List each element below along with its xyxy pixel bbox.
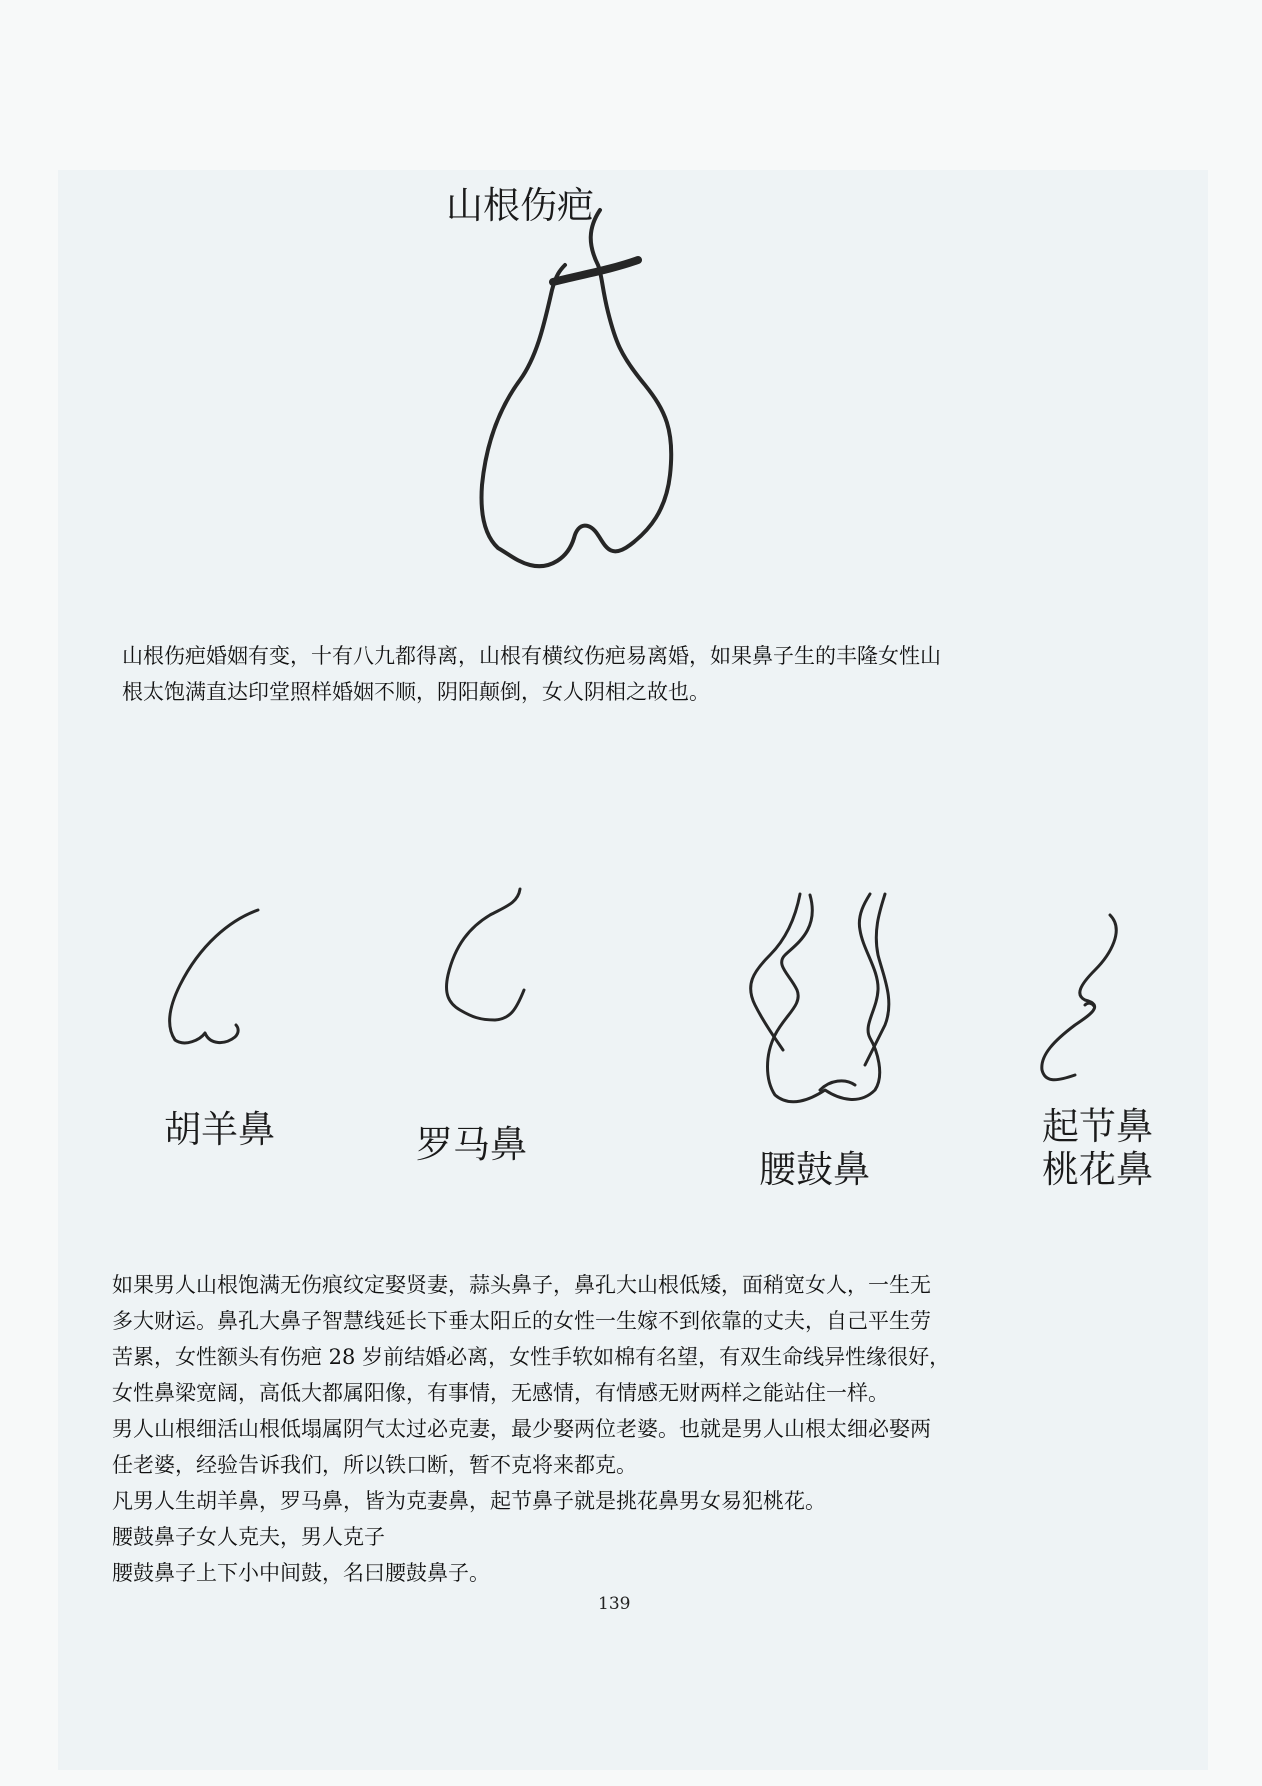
nose-scar-drawing [470, 200, 710, 600]
text-line: 女性鼻梁宽阔，高低大都属阳像，有事情，无感情，有情感无财两样之能站住一样。 [112, 1381, 889, 1405]
luo-ma-nose-drawing [430, 885, 540, 1035]
text-line: 凡男人生胡羊鼻，罗马鼻，皆为克妻鼻，起节鼻子就是挑花鼻男女易犯桃花。 [112, 1489, 826, 1513]
nose-name-hu-yang: 胡羊鼻 [164, 1108, 275, 1151]
text-line: 如果男人山根饱满无伤痕纹定娶贤妻，蒜头鼻子，鼻孔大山根低矮，面稍宽女人，一生无 [112, 1273, 931, 1297]
yao-gu-nose-drawing [735, 890, 900, 1115]
text-line: 腰鼓鼻子上下小中间鼓，名曰腰鼓鼻子。 [112, 1561, 490, 1585]
nose-name-qi-jie: 起节鼻 [1042, 1105, 1153, 1148]
text-line: 腰鼓鼻子女人克夫，男人克子 [112, 1525, 385, 1549]
text-line: 苦累，女性额头有伤疤 28 岁前结婚必离，女性手软如棉有名望，有双生命线异性缘很好， [112, 1345, 951, 1369]
text-line: 根太饱满直达印堂照样婚姻不顺，阴阳颠倒，女人阴相之故也。 [122, 680, 710, 704]
nose-name-tao-hua: 桃花鼻 [1042, 1148, 1153, 1191]
nose-outline [482, 210, 672, 566]
figure-title: 山根伤疤 [446, 184, 594, 227]
text-line: 任老婆，经验告诉我们，所以铁口断，暂不克将来都克。 [112, 1453, 637, 1477]
page-number: 139 [598, 1594, 631, 1614]
nose-name-luo-ma: 罗马鼻 [416, 1123, 527, 1166]
hu-yang-nose-drawing [160, 905, 280, 1055]
paragraph-scar [122, 638, 1092, 710]
qi-jie-nose-drawing [1030, 910, 1150, 1090]
text-line: 男人山根细活山根低塌属阴气太过必克妻，最少娶两位老婆。也就是男人山根太细必娶两 [112, 1417, 931, 1441]
text-line: 多大财运。鼻孔大鼻子智慧线延长下垂太阳丘的女性一生嫁不到依靠的丈夫，自己平生劳 [112, 1309, 931, 1333]
nose-name-yao-gu: 腰鼓鼻 [759, 1148, 870, 1191]
text-line: 山根伤疤婚姻有变，十有八九都得离，山根有横纹伤疤易离婚，如果鼻子生的丰隆女性山 [122, 644, 941, 668]
paragraph-nose-types [112, 1267, 1092, 1591]
